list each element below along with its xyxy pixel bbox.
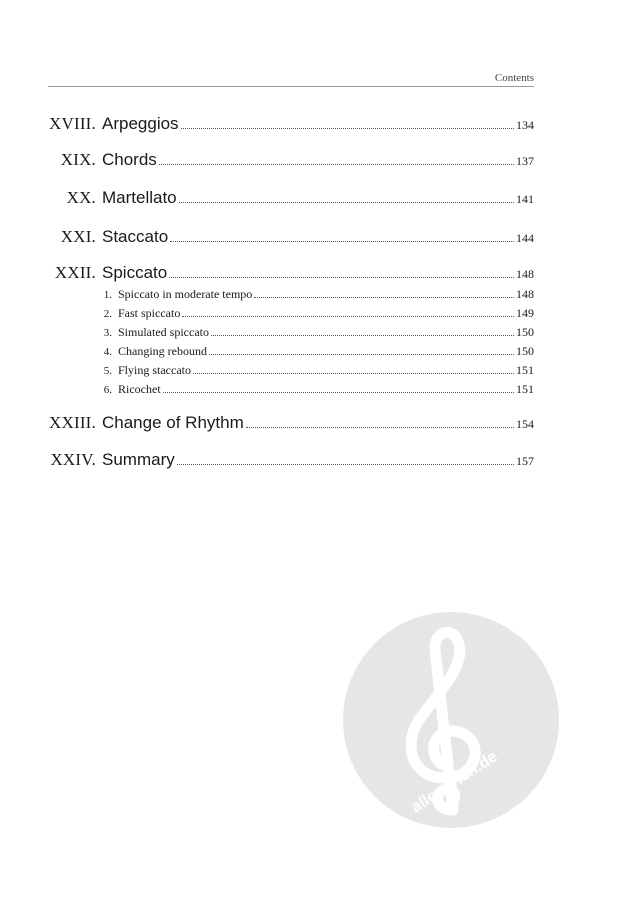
dot-leader [254, 296, 514, 298]
dot-leader [181, 127, 514, 129]
chapter-numeral: XIX. [60, 150, 96, 169]
section-number: 5. [103, 365, 112, 377]
page-number: 149 [516, 306, 534, 320]
toc-entry-xxi[interactable] [48, 227, 534, 251]
dot-leader [177, 463, 514, 465]
dot-leader [163, 391, 514, 393]
dot-leader [170, 240, 514, 242]
section-title: Flying staccato [118, 363, 191, 377]
chapter-numeral: XVIII. [49, 114, 96, 133]
toc-entry-xxii[interactable] [48, 263, 534, 287]
page-number: 148 [516, 267, 534, 281]
toc-subentry[interactable] [48, 287, 534, 305]
chapter-title: Arpeggios [102, 114, 179, 133]
section-title: Ricochet [118, 382, 161, 396]
page-number: 141 [516, 192, 534, 206]
dot-leader [179, 201, 514, 203]
chapter-numeral: XXIV. [50, 450, 96, 469]
chapter-title: Summary [102, 450, 175, 469]
section-number: 6. [103, 384, 112, 396]
dot-leader [246, 426, 514, 428]
toc-subentry[interactable] [48, 382, 534, 400]
section-title: Spiccato in moderate tempo [118, 287, 253, 301]
chapter-title: Chords [102, 150, 157, 169]
toc-entry-xxiii[interactable] [48, 413, 534, 437]
dot-leader [193, 372, 514, 374]
header-rule [48, 86, 534, 87]
chapter-title: Staccato [102, 227, 169, 246]
chapter-numeral: XXI. [60, 227, 96, 246]
chapter-title: Change of Rhythm [102, 413, 244, 432]
page-number: 151 [516, 363, 534, 377]
section-number: 2. [103, 308, 112, 320]
toc-entry-xviii[interactable] [48, 114, 534, 138]
toc-subentry[interactable] [48, 344, 534, 362]
dot-leader [211, 334, 514, 336]
section-title: Changing rebound [118, 344, 207, 358]
toc-entry-xix[interactable] [48, 150, 534, 174]
watermark [341, 610, 561, 830]
dot-leader [209, 353, 514, 355]
section-number: 4. [103, 346, 112, 358]
chapter-numeral: XXIII. [49, 413, 96, 432]
page-number: 148 [516, 287, 534, 301]
chapter-numeral: XXII. [54, 263, 96, 282]
toc-entry-xxiv[interactable] [48, 450, 534, 474]
dot-leader [182, 315, 514, 317]
section-title: Simulated spiccato [118, 325, 209, 339]
chapter-numeral: XX. [66, 188, 96, 207]
page-number: 151 [516, 382, 534, 396]
chapter-title: Martellato [102, 188, 177, 207]
page-number: 157 [516, 454, 534, 468]
dot-leader [159, 163, 514, 165]
section-number: 1. [103, 289, 112, 301]
section-number: 3. [103, 327, 112, 339]
toc-subentry[interactable] [48, 363, 534, 381]
toc-entry-xx[interactable] [48, 188, 534, 212]
watermark-text: alle-noten.de [408, 748, 501, 817]
toc-subentry[interactable] [48, 306, 534, 324]
chapter-title: Spiccato [102, 263, 168, 282]
page-number: 150 [516, 344, 534, 358]
toc-subentry[interactable] [48, 325, 534, 343]
page-number: 134 [516, 118, 534, 132]
dot-leader [169, 276, 514, 278]
section-title: Fast spiccato [118, 306, 181, 320]
running-head: Contents [494, 72, 534, 84]
page-number: 150 [516, 325, 534, 339]
page-number: 144 [516, 231, 534, 245]
page-number: 154 [516, 417, 534, 431]
page-number: 137 [516, 154, 534, 168]
